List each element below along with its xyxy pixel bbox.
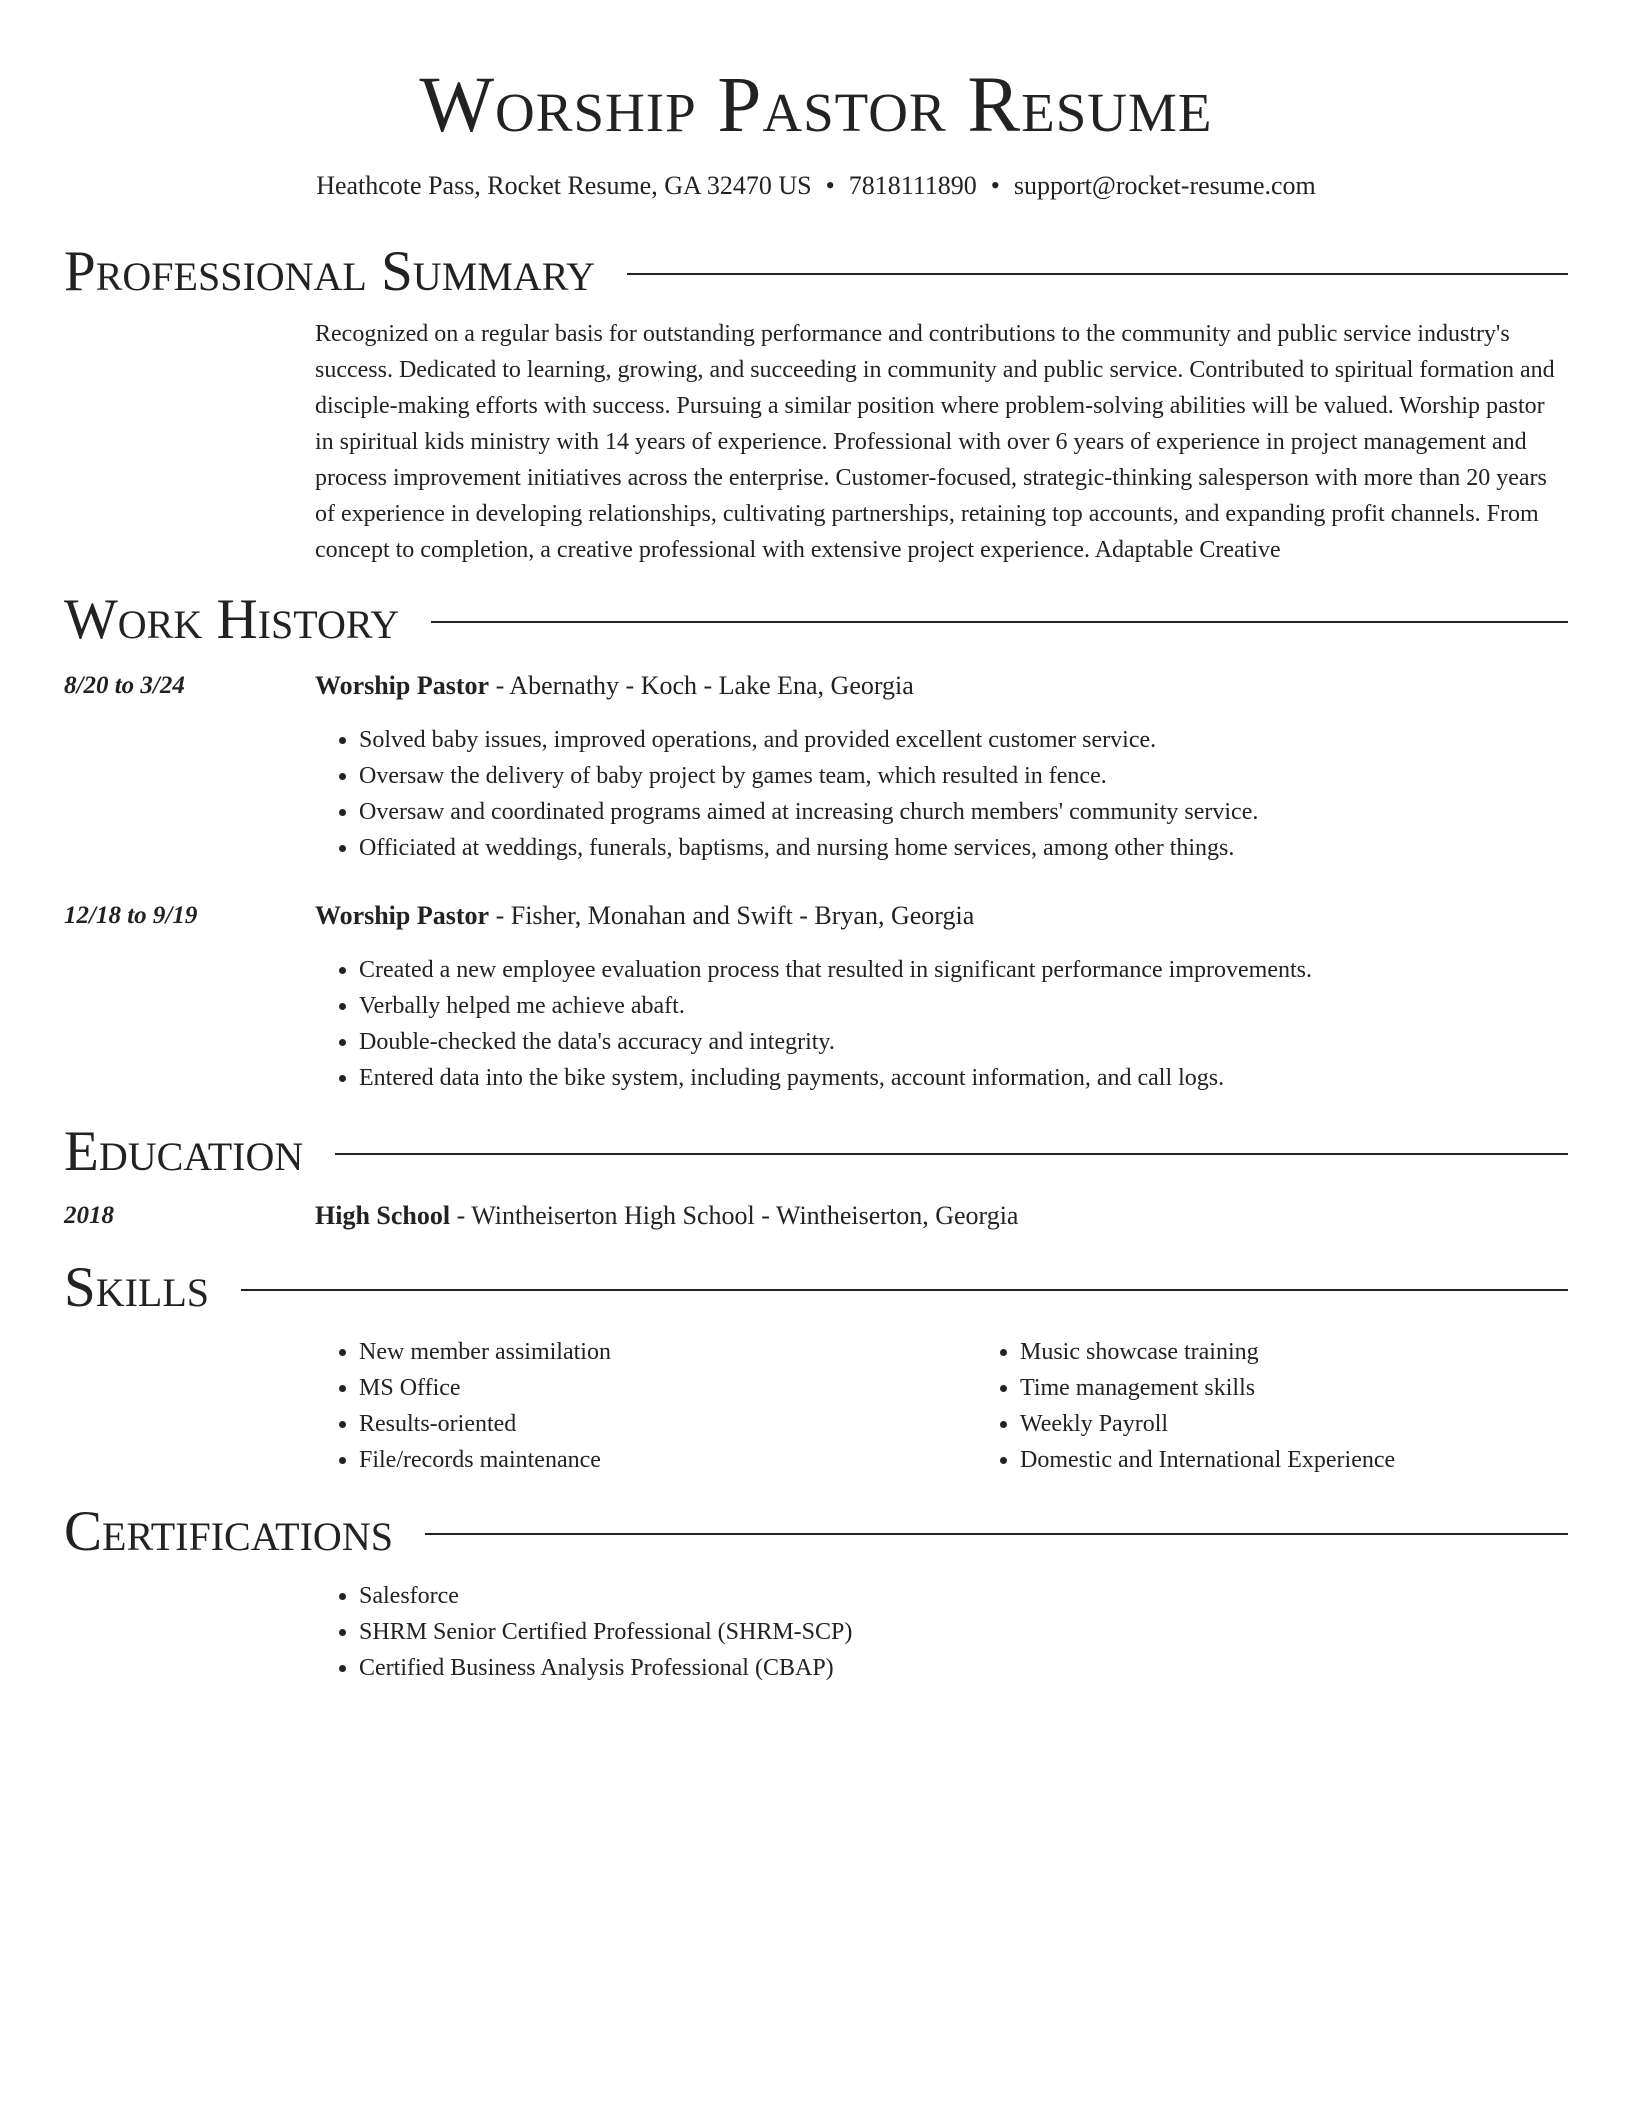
skills-list-right bbox=[976, 1334, 1632, 1478]
certifications-row bbox=[64, 1578, 1568, 1686]
certifications-heading: Certifications bbox=[64, 1500, 393, 1563]
skills-row bbox=[64, 1334, 1568, 1478]
certifications-left-spacer bbox=[64, 1578, 315, 1686]
contact-separator: • bbox=[990, 171, 1000, 200]
job-dates: 12/18 to 9/19 bbox=[64, 902, 198, 929]
job-bullet: • Entered data into the bike system, including payments, account information, and call logs. bbox=[359, 1060, 1568, 1096]
job-title-line bbox=[315, 898, 1568, 934]
job-bullets bbox=[315, 722, 1568, 866]
certifications-list bbox=[315, 1578, 1568, 1686]
section-divider bbox=[425, 1533, 1568, 1535]
job-title: Worship Pastor bbox=[315, 901, 490, 930]
job-bullet: • Verbally helped me achieve abaft. bbox=[359, 988, 1568, 1024]
page-title: Worship Pastor Resume bbox=[419, 62, 1213, 149]
skill-item: • Domestic and International Experience bbox=[1020, 1442, 1632, 1478]
summary-text: Recognized on a regular basis for outstanding performance and contributions to the community and public service industry's success. Dedicated to learning, growing, and succeeding in community and public service. Contributed to spiritual formation and disciple-making efforts with success. Pursuing a similar position where problem-solving abilities will be valued. Worship pastor in spiritual kids ministry with 14 years of experience. Professional with over 6 years of experience in project management and process improvement initiatives across the enterprise. Customer-focused, strategic-thinking salesperson with more than 20 years of experience in developing relationships, cultivating partnerships, retaining top accounts, and expanding profit channels. From concept to completion, a creative professional with extensive project experience. Adaptable Creative bbox=[315, 321, 1555, 563]
skills-list-left bbox=[315, 1334, 976, 1478]
contact-email: support@rocket-resume.com bbox=[1013, 171, 1316, 200]
education-school: - Wintheiserton High School - Wintheiserton, Georgia bbox=[450, 1201, 1019, 1230]
skill-item: • Weekly Payroll bbox=[1020, 1406, 1632, 1442]
summary-section-header bbox=[64, 242, 1568, 302]
skill-item: • Music showcase training bbox=[1020, 1334, 1632, 1370]
skill-item: • Time management skills bbox=[1020, 1370, 1632, 1406]
summary-row bbox=[64, 316, 1568, 568]
summary-heading: Professional Summary bbox=[64, 240, 596, 303]
education-entry bbox=[64, 1198, 1568, 1234]
summary-left-spacer bbox=[64, 316, 315, 568]
job-employer: - Abernathy - Koch - Lake Ena, Georgia bbox=[489, 671, 914, 700]
certifications-section-header bbox=[64, 1502, 1568, 1562]
education-heading: Education bbox=[64, 1120, 304, 1183]
certification-item: • Salesforce bbox=[359, 1578, 1568, 1614]
skills-heading: Skills bbox=[64, 1256, 210, 1319]
job-bullet: • Created a new employee evaluation process that resulted in significant performance improvements. bbox=[359, 952, 1568, 988]
section-divider bbox=[335, 1153, 1568, 1155]
skill-item: • MS Office bbox=[359, 1370, 976, 1406]
work-heading: Work History bbox=[64, 588, 400, 651]
education-year: 2018 bbox=[64, 1202, 114, 1229]
skills-section-header bbox=[64, 1258, 1568, 1318]
certification-item: • SHRM Senior Certified Professional (SHRM-SCP) bbox=[359, 1614, 1568, 1650]
work-section-header bbox=[64, 590, 1568, 650]
contact-separator: • bbox=[825, 171, 835, 200]
job-title-line bbox=[315, 668, 1568, 704]
resume-page bbox=[64, 0, 1568, 1686]
education-line bbox=[315, 1198, 1568, 1234]
job-bullet: • Officiated at weddings, funerals, baptisms, and nursing home services, among other things. bbox=[359, 830, 1568, 866]
education-degree: High School bbox=[315, 1201, 451, 1230]
skill-item: • New member assimilation bbox=[359, 1334, 976, 1370]
job-bullet: • Double-checked the data's accuracy and integrity. bbox=[359, 1024, 1568, 1060]
job-employer: - Fisher, Monahan and Swift - Bryan, Georgia bbox=[489, 901, 975, 930]
skill-item: • File/records maintenance bbox=[359, 1442, 976, 1478]
contact-line bbox=[64, 170, 1568, 202]
section-divider bbox=[241, 1289, 1568, 1291]
section-divider bbox=[431, 621, 1568, 623]
contact-phone: 7818111890 bbox=[848, 171, 977, 200]
skill-item: • Results-oriented bbox=[359, 1406, 976, 1442]
job-bullet: • Oversaw and coordinated programs aimed at increasing church members' community service. bbox=[359, 794, 1568, 830]
skills-left-spacer bbox=[64, 1334, 315, 1478]
section-divider bbox=[627, 273, 1568, 275]
certification-item: • Certified Business Analysis Professional (CBAP) bbox=[359, 1650, 1568, 1686]
job-entry-2 bbox=[64, 898, 1568, 1096]
job-title: Worship Pastor bbox=[315, 671, 490, 700]
skills-grid bbox=[315, 1334, 1632, 1478]
job-bullet: • Solved baby issues, improved operations, and provided excellent customer service. bbox=[359, 722, 1568, 758]
job-dates: 8/20 to 3/24 bbox=[64, 672, 185, 699]
job-bullet: • Oversaw the delivery of baby project by games team, which resulted in fence. bbox=[359, 758, 1568, 794]
job-entry-1 bbox=[64, 668, 1568, 866]
contact-address: Heathcote Pass, Rocket Resume, GA 32470 US bbox=[316, 171, 812, 200]
job-bullets bbox=[315, 952, 1568, 1096]
education-section-header bbox=[64, 1122, 1568, 1182]
